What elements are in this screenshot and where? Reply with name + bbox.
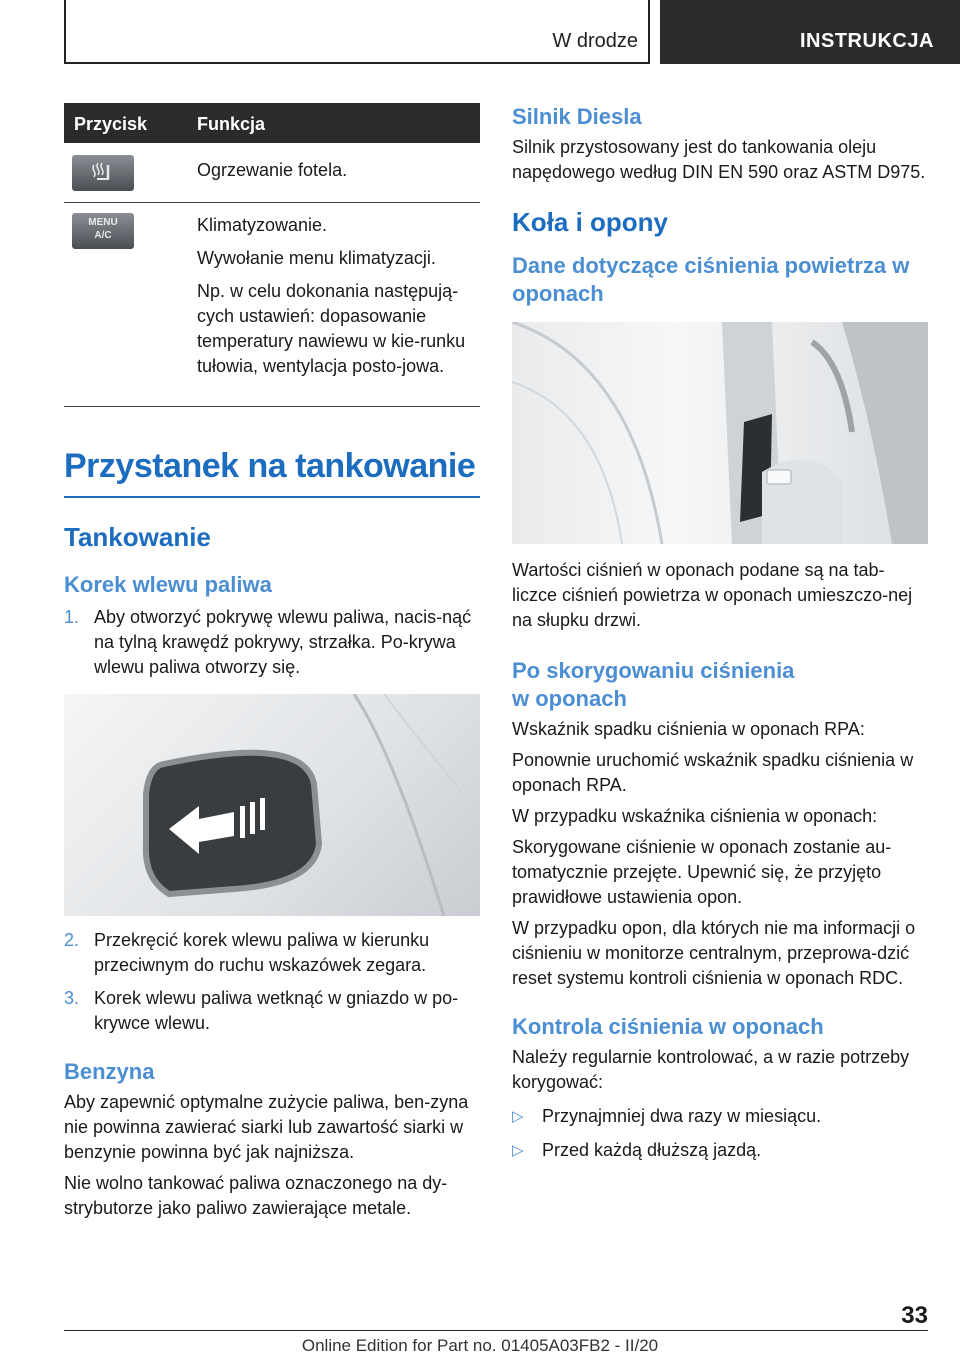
section-title: Przystanek na tankowanie	[64, 447, 480, 498]
after-paragraph: W przypadku wskaźnika ciśnienia w oponach:	[512, 806, 878, 826]
steps-list-continued	[64, 928, 480, 1036]
table-row	[64, 203, 480, 407]
steps-list	[64, 605, 480, 680]
step-number: 3.	[64, 988, 80, 1008]
seat-heating-icon	[72, 155, 134, 191]
list-item	[64, 986, 480, 1036]
petrol-paragraph: Nie wolno tankować paliwa oznaczonego na dy‐strybutorze jako paliwo zawierające metale.	[64, 1173, 448, 1218]
table-header	[64, 103, 480, 143]
table-cell-text: Klimatyzowanie.	[197, 215, 328, 235]
footer-rule	[64, 1330, 928, 1331]
heading-pressure-check: Kontrola ciśnienia w oponach	[512, 1014, 824, 1039]
after-paragraph: Skorygowane ciśnienie w oponach zostanie au‐tomatycznie przejęte. Upewnić się, że przyjęto prawidłowe ustawienia opon.	[512, 837, 892, 907]
subsection-title: Tankowanie	[64, 522, 211, 552]
menu-ac-icon: MENU A/C	[72, 213, 134, 249]
step-text: Aby otworzyć pokrywę wlewu paliwa, nacis‐nąć na tylną krawędź pokrywy, strzałka. Po‐krywa wlewu paliwa otworzy się.	[94, 607, 472, 677]
after-paragraph: Ponownie uruchomić wskaźnik spadku ciśnienia w oponach RPA.	[512, 750, 914, 795]
fuel-flap-image	[64, 694, 480, 916]
list-item	[64, 605, 480, 680]
header-left-rule	[64, 0, 66, 64]
heading-fuel-cap: Korek wlewu paliwa	[64, 572, 272, 597]
edition-footer: Online Edition for Part no. 01405A03FB2 - II/20	[301, 1336, 659, 1355]
table-cell-text: Ogrzewanie fotela.	[197, 160, 348, 180]
heading-diesel: Silnik Diesla	[512, 104, 642, 129]
table-header-button: Przycisk	[74, 114, 148, 134]
table-row	[64, 143, 480, 203]
list-item-text: Przynajmniej dwa razy w miesiącu.	[542, 1106, 822, 1126]
check-paragraph: Należy regularnie kontrolować, a w razie potrzeby korygować:	[512, 1047, 910, 1092]
step-number: 1.	[64, 607, 80, 627]
heading-after-correction: Po skorygowaniu ciśnienia w oponach	[512, 658, 795, 711]
list-item	[512, 1138, 928, 1163]
diesel-paragraph: Silnik przystosowany jest do tankowania oleju napędowego według DIN EN 590 oraz ASTM D975.	[512, 137, 926, 182]
header-chapter-tab: INSTRUKCJA	[660, 0, 960, 64]
heading-wheels: Koła i opony	[512, 207, 668, 237]
tire-pressure-paragraph: Wartości ciśnień w oponach podane są na tab‐liczce ciśnień powietrza w oponach umieszczo‐nej na słupku drzwi.	[512, 560, 913, 630]
right-column	[512, 103, 928, 1163]
triangle-bullet-icon: ▷	[512, 1142, 524, 1159]
door-pillar-image	[512, 322, 928, 544]
after-paragraph: Wskaźnik spadku ciśnienia w oponach RPA:	[512, 719, 865, 739]
list-item-text: Przed każdą dłuższą jazdą.	[542, 1140, 762, 1160]
header-separator	[648, 0, 650, 64]
heading-petrol: Benzyna	[64, 1059, 155, 1084]
table-header-function: Funkcja	[197, 114, 266, 134]
step-text: Korek wlewu paliwa wetknąć w gniazdo w po‐krywce wlewu.	[94, 988, 459, 1033]
check-list	[512, 1104, 928, 1163]
triangle-bullet-icon: ▷	[512, 1108, 524, 1125]
list-item	[64, 928, 480, 978]
table-cell-text: Np. w celu dokonania następują‐cych ustawień: dopasowanie temperatury nawiewu w kie‐runku tułowia, wentylacja posto‐jowa.	[197, 281, 466, 376]
petrol-paragraph: Aby zapewnić optymalne zużycie paliwa, ben‐zyna nie powinna zawierać siarki lub zawartość siarki w benzynie powinna być jak najniższa.	[64, 1092, 469, 1162]
step-text: Przekręcić korek wlewu paliwa w kierunku przeciwnym do ruchu wskazówek zegara.	[94, 930, 430, 975]
page-number: 33	[901, 1302, 928, 1329]
step-number: 2.	[64, 930, 80, 950]
header-bottom-rule	[64, 62, 650, 64]
after-paragraph: W przypadku opon, dla których nie ma informacji o ciśnieniu w monitorze centralnym, przeprowa‐dzić reset systemu kontroli ciśnienia w oponach RDC.	[512, 918, 916, 988]
left-column	[64, 103, 480, 1221]
heading-tire-pressure-data: Dane dotyczące ciśnienia powietrza w oponach	[512, 253, 910, 306]
table-cell-text: Wywołanie menu klimatyzacji.	[197, 248, 436, 268]
header-section-title: W drodze	[552, 30, 638, 52]
list-item	[512, 1104, 928, 1129]
